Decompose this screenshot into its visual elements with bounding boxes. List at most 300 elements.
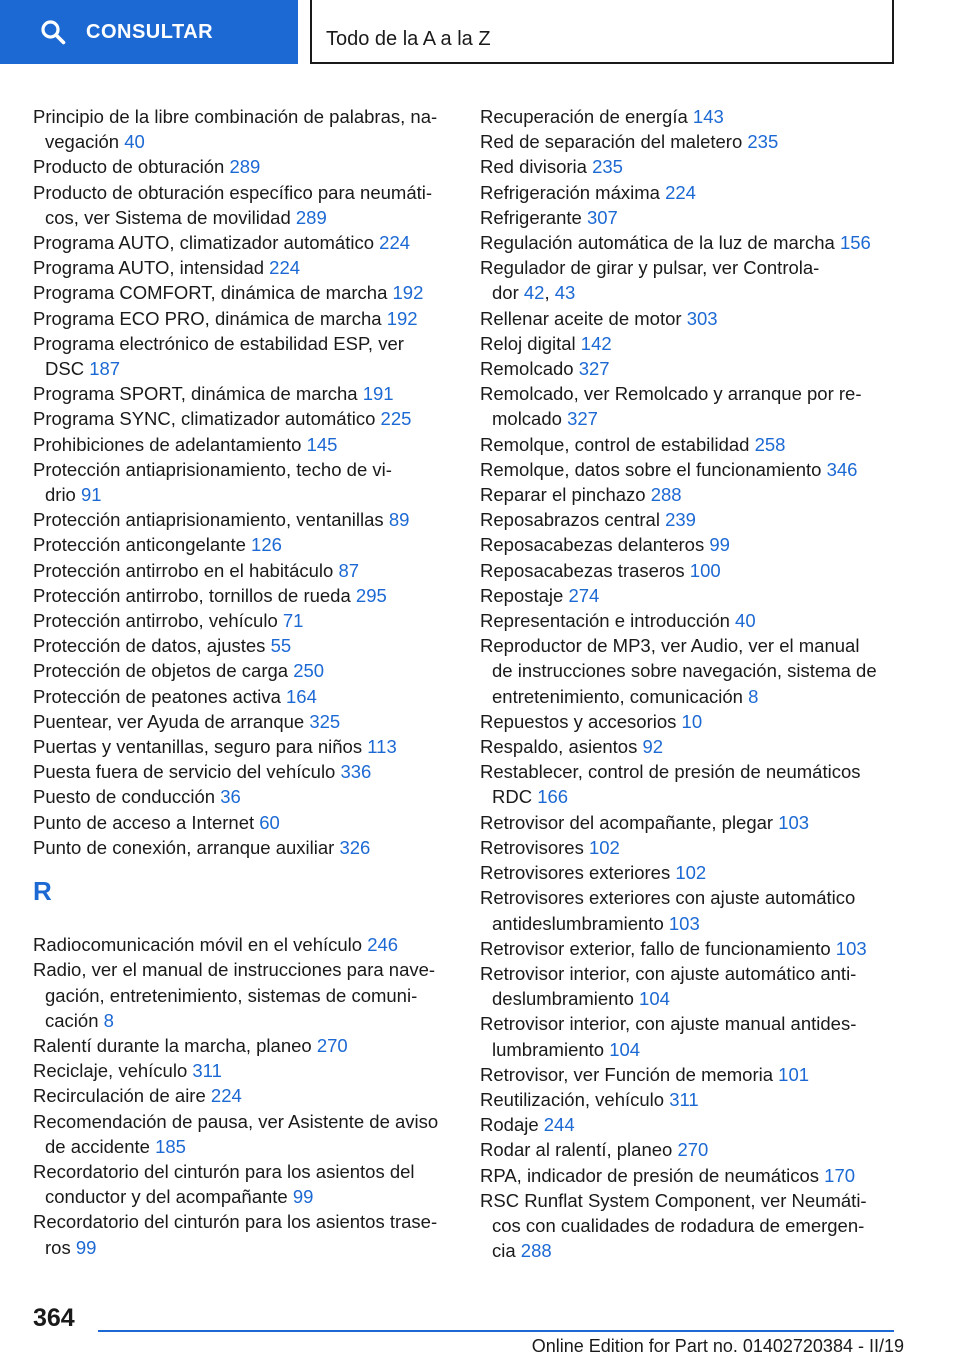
page-refs xyxy=(677,1139,708,1160)
entry-text: Protección antirrobo, tornillos de rueda xyxy=(33,584,356,606)
search-tab-label: CONSULTAR xyxy=(86,20,214,43)
entry-text: RPA, indicador de presión de neumáticos xyxy=(480,1164,825,1186)
page-refs xyxy=(363,383,394,404)
index-entry xyxy=(480,759,900,809)
page-refs xyxy=(271,635,292,656)
index-entry xyxy=(480,1062,900,1087)
index-entry xyxy=(33,381,453,406)
entry-text: drio xyxy=(45,484,81,506)
page-refs xyxy=(283,610,304,631)
page-refs xyxy=(709,534,730,555)
page-refs xyxy=(338,560,359,581)
page-refs xyxy=(309,711,340,732)
page-link[interactable]: 8 xyxy=(103,1009,114,1031)
page-refs xyxy=(339,837,370,858)
index-entry xyxy=(33,406,453,431)
entry-text: DSC xyxy=(45,358,90,380)
page-link[interactable]: 104 xyxy=(609,1038,641,1060)
page-refs xyxy=(587,207,618,228)
entry-text: Retrovisor del acompañante, plegar xyxy=(480,811,779,833)
index-entry xyxy=(480,1011,900,1061)
entry-text: ros xyxy=(45,1236,76,1258)
page-refs xyxy=(778,812,809,833)
page-refs xyxy=(393,282,424,303)
entry-text: antideslumbramiento xyxy=(492,912,669,934)
entry-text: RSC Runflat System Component, ver Neumáti- xyxy=(480,1189,867,1211)
page-link[interactable]: 325 xyxy=(309,710,341,732)
page-link[interactable]: 327 xyxy=(578,358,610,380)
entry-text: cos, ver Sistema de movilidad xyxy=(45,206,296,228)
entry-text: Protección antiaprisionamiento, ventanillas xyxy=(33,509,389,531)
entry-text: Producto de obturación específico para neumáti- xyxy=(33,181,433,203)
index-entry xyxy=(480,936,900,961)
page-refs xyxy=(521,1240,552,1261)
page-link[interactable]: 40 xyxy=(124,131,145,153)
index-entry xyxy=(480,558,900,583)
page-link[interactable]: 143 xyxy=(692,106,724,127)
page-refs xyxy=(104,1010,114,1031)
page-link[interactable]: 336 xyxy=(340,761,372,783)
page-link[interactable]: 166 xyxy=(537,786,569,808)
index-entry xyxy=(480,709,900,734)
index-entry xyxy=(480,532,900,557)
entry-text: gación, entretenimiento, sistemas de comuni- xyxy=(45,984,418,1006)
page-refs xyxy=(387,308,418,329)
entry-text: Retrovisores xyxy=(480,836,589,858)
page-link[interactable]: 185 xyxy=(155,1135,186,1157)
page-refs xyxy=(259,812,280,833)
entry-text: Puesto de conducción xyxy=(33,786,221,808)
page-refs xyxy=(367,934,398,955)
index-entry xyxy=(480,810,900,835)
index-entry xyxy=(33,331,453,381)
header xyxy=(0,0,960,66)
page-link[interactable]: 224 xyxy=(210,1085,242,1107)
entry-text: cia xyxy=(492,1240,521,1262)
index-entry xyxy=(480,482,900,507)
page-refs xyxy=(778,1064,809,1085)
page-refs xyxy=(609,1039,640,1060)
page-link[interactable]: 170 xyxy=(824,1164,856,1186)
footer-divider xyxy=(98,1330,894,1332)
index-entry xyxy=(33,759,453,784)
index-entry xyxy=(33,104,453,154)
entry-text: Reposabrazos central xyxy=(480,509,666,531)
index-entry xyxy=(33,255,453,280)
page-link[interactable]: 103 xyxy=(835,937,867,959)
index-entry xyxy=(33,306,453,331)
page-link[interactable]: 224 xyxy=(379,232,411,254)
index-entry xyxy=(33,1033,453,1058)
index-entry xyxy=(480,1087,900,1112)
entry-text: Retrovisores exteriores con ajuste automático xyxy=(480,887,856,909)
page-link[interactable]: 270 xyxy=(316,1034,348,1056)
entry-text: Retrovisor exterior, fallo de funcionamiento xyxy=(480,937,836,959)
page-refs xyxy=(665,182,696,203)
search-icon xyxy=(40,19,66,45)
page-refs xyxy=(755,434,786,455)
entry-text: Protección de datos, ajustes xyxy=(33,635,271,657)
page-link[interactable]: 8 xyxy=(748,685,759,707)
page-refs xyxy=(824,1165,855,1186)
index-entry xyxy=(480,1137,900,1162)
page-link[interactable]: 101 xyxy=(778,1063,810,1085)
page-refs xyxy=(544,1114,575,1135)
page-link[interactable]: 311 xyxy=(192,1060,222,1082)
page-refs xyxy=(340,761,371,782)
page-link[interactable]: 224 xyxy=(665,181,696,203)
page-refs xyxy=(537,786,568,807)
page-refs xyxy=(307,434,338,455)
entry-text: de accidente xyxy=(45,1135,156,1157)
entry-text: RDC xyxy=(492,786,538,808)
page-link[interactable]: 87 xyxy=(338,559,360,581)
page-link[interactable]: 91 xyxy=(81,484,102,506)
entry-text: Producto de obturación xyxy=(33,156,230,178)
page-link[interactable]: 103 xyxy=(668,912,700,934)
index-entry xyxy=(33,957,453,1033)
entry-text: lumbramiento xyxy=(492,1038,610,1060)
entry-text: Rodar al ralentí, planeo xyxy=(480,1139,678,1161)
index-entry xyxy=(480,180,900,205)
index-entry xyxy=(33,608,453,633)
entry-text: Programa AUTO, climatizador automático xyxy=(33,232,380,254)
index-entry xyxy=(33,810,453,835)
page-link[interactable]: 100 xyxy=(689,559,721,581)
entry-text: Regulación automática de la luz de marcha xyxy=(480,232,840,254)
page-link[interactable]: 239 xyxy=(665,509,696,531)
page-refs xyxy=(735,610,756,631)
page-refs xyxy=(251,534,282,555)
page-link[interactable]: 250 xyxy=(293,660,325,682)
index-entry xyxy=(33,583,453,608)
index-entry xyxy=(480,583,900,608)
entry-text: Ralentí durante la marcha, planeo xyxy=(33,1034,317,1056)
entry-text: Radio, ver el manual de instrucciones para nave- xyxy=(33,959,436,981)
index-column-left xyxy=(33,104,453,1260)
entry-text: Recordatorio del cinturón para los asientos del xyxy=(33,1160,415,1182)
page-refs xyxy=(81,484,102,505)
page-link[interactable]: 303 xyxy=(686,307,718,329)
page-link[interactable]: 225 xyxy=(380,408,412,430)
entry-text: Representación e introducción xyxy=(480,610,736,632)
page-refs xyxy=(293,1186,314,1207)
page-link[interactable]: 142 xyxy=(580,332,612,354)
entry-text: Refrigeración máxima xyxy=(480,181,666,203)
page-refs xyxy=(379,232,410,253)
entry-text: Protección de peatones activa xyxy=(33,685,286,707)
index-entry xyxy=(480,154,900,179)
entry-text: Programa SPORT, dinámica de marcha xyxy=(33,383,363,405)
entry-text: Reproductor de MP3, ver Audio, ver el manual xyxy=(480,635,860,657)
page-link[interactable]: 191 xyxy=(362,383,394,405)
index-entry xyxy=(480,356,900,381)
page-link[interactable]: 327 xyxy=(567,408,598,430)
page-refs xyxy=(643,736,664,757)
index-entry xyxy=(480,1188,900,1264)
page-refs xyxy=(687,308,718,329)
entry-text: Protección antiaprisionamiento, techo de vi- xyxy=(33,458,392,480)
index-entry xyxy=(33,532,453,557)
entry-text: vegación xyxy=(45,131,125,153)
entry-text: Remolque, datos sobre el funcionamiento xyxy=(480,458,827,480)
page-refs xyxy=(581,333,612,354)
page-refs xyxy=(827,459,858,480)
page-link[interactable]: 126 xyxy=(251,534,282,556)
entry-text: Remolque, control de estabilidad xyxy=(480,433,755,455)
page-link[interactable]: 92 xyxy=(642,736,664,758)
page-link[interactable]: 36 xyxy=(220,786,241,808)
index-entry xyxy=(33,709,453,734)
index-entry xyxy=(480,885,900,935)
entry-text: Puentear, ver Ayuda de arranque xyxy=(33,710,310,732)
page-refs xyxy=(211,1085,242,1106)
page-refs xyxy=(389,509,410,530)
page-refs xyxy=(76,1237,97,1258)
page-refs xyxy=(589,837,620,858)
index-entry xyxy=(480,306,900,331)
page-link[interactable]: 274 xyxy=(568,584,600,606)
page-link[interactable]: 156 xyxy=(839,232,871,254)
entry-text: Refrigerante xyxy=(480,206,587,228)
page-refs xyxy=(592,156,623,177)
entry-text: Reposacabezas traseros xyxy=(480,559,690,581)
entry-text: Remolcado, ver Remolcado y arranque por re- xyxy=(480,383,862,405)
entry-text: cación xyxy=(45,1009,104,1031)
index-entry xyxy=(33,1159,453,1209)
entry-text: Programa electrónico de estabilidad ESP, ver xyxy=(33,332,404,354)
entry-text: Retrovisores exteriores xyxy=(480,862,676,884)
entry-text: Retrovisor, ver Función de memoria xyxy=(480,1063,779,1085)
entry-text: Puesta fuera de servicio del vehículo xyxy=(33,761,341,783)
page-link[interactable]: 311 xyxy=(669,1088,699,1110)
index-entry xyxy=(480,129,900,154)
index-entry xyxy=(480,1163,900,1188)
entry-text: Programa ECO PRO, dinámica de marcha xyxy=(33,307,387,329)
page-refs xyxy=(665,509,696,530)
page-refs xyxy=(669,913,700,934)
search-tab[interactable] xyxy=(0,0,298,64)
index-entry xyxy=(480,457,900,482)
page-link[interactable]: 289 xyxy=(229,156,261,178)
page-link[interactable]: 10 xyxy=(681,710,703,732)
entry-text: Repostaje xyxy=(480,584,569,606)
page-refs xyxy=(693,106,724,127)
index-entry xyxy=(480,633,900,709)
page-link[interactable]: 235 xyxy=(747,131,779,153)
entry-text: Programa SYNC, climatizador automático xyxy=(33,408,381,430)
index-entry xyxy=(480,255,900,305)
section-letter: R xyxy=(33,876,52,907)
page-link[interactable]: 145 xyxy=(306,433,338,455)
page-link[interactable]: 246 xyxy=(367,934,399,956)
page-ref-separator: , xyxy=(544,282,555,304)
index-entry xyxy=(33,558,453,583)
page-link[interactable]: 42 xyxy=(523,282,545,304)
page-link[interactable]: 89 xyxy=(388,509,410,531)
page-refs xyxy=(524,282,575,303)
entry-text: Retrovisor interior, con ajuste manual antides- xyxy=(480,1013,857,1035)
index-entry xyxy=(480,835,900,860)
page-link[interactable]: 102 xyxy=(588,836,620,858)
page-link[interactable]: 104 xyxy=(639,988,670,1010)
page-link[interactable]: 164 xyxy=(286,685,317,707)
page-refs xyxy=(669,1089,699,1110)
entry-text: Protección anticongelante xyxy=(33,534,252,556)
page-refs xyxy=(296,207,327,228)
entry-text: Punto de acceso a Internet xyxy=(33,811,260,833)
page-refs xyxy=(269,257,300,278)
index-entry xyxy=(33,507,453,532)
page-link[interactable]: 295 xyxy=(355,584,387,606)
page-refs xyxy=(840,232,871,253)
page-number: 364 xyxy=(33,1304,75,1332)
page-refs xyxy=(155,1136,186,1157)
entry-text: Reparar el pinchazo xyxy=(480,484,651,506)
index-entry xyxy=(480,331,900,356)
page-link[interactable]: 307 xyxy=(586,206,618,228)
page-link[interactable]: 99 xyxy=(709,534,730,556)
page-refs xyxy=(229,156,260,177)
entry-text: Principio de la libre combinación de palabras, na- xyxy=(33,106,438,127)
section-title: Todo de la A a la Z xyxy=(326,28,491,50)
index-entry xyxy=(480,507,900,532)
index-entry xyxy=(33,1058,453,1083)
index-entry xyxy=(33,658,453,683)
page-refs xyxy=(651,484,682,505)
index-entry xyxy=(480,860,900,885)
entry-text: Red de separación del maletero xyxy=(480,131,748,153)
page-refs xyxy=(367,736,397,757)
entry-text: Punto de conexión, arranque auxiliar xyxy=(33,836,340,858)
entry-text: Radiocomunicación móvil en el vehículo xyxy=(33,934,368,956)
page-link[interactable]: 270 xyxy=(677,1139,709,1161)
index-entry xyxy=(33,1209,453,1259)
index-entry xyxy=(33,1109,453,1159)
index-entry xyxy=(480,205,900,230)
index-entry xyxy=(480,230,900,255)
index-entry xyxy=(33,1083,453,1108)
page-link[interactable]: 113 xyxy=(367,736,397,758)
entry-text: Retrovisor interior, con ajuste automático anti- xyxy=(480,962,857,984)
index-entry xyxy=(33,835,453,860)
page-link[interactable]: 192 xyxy=(386,307,418,329)
page-link[interactable]: 192 xyxy=(392,282,424,304)
entry-text: Reutilización, vehículo xyxy=(480,1088,670,1110)
entry-text: Regulador de girar y pulsar, ver Controla- xyxy=(480,257,820,279)
entry-text: Protección antirrobo, vehículo xyxy=(33,610,283,632)
page-refs xyxy=(747,131,778,152)
index-entry xyxy=(33,784,453,809)
page-refs xyxy=(568,585,599,606)
index-column-right xyxy=(480,104,900,1263)
page-refs xyxy=(675,862,706,883)
entry-text: Protección antirrobo en el habitáculo xyxy=(33,559,339,581)
page-link[interactable]: 235 xyxy=(592,156,623,178)
entry-text: entretenimiento, comunicación xyxy=(492,685,749,707)
index-entry xyxy=(480,961,900,1011)
index-entry xyxy=(33,734,453,759)
entry-text: Reposacabezas delanteros xyxy=(480,534,710,556)
page-link[interactable]: 288 xyxy=(650,484,682,506)
entry-text: Recuperación de energía xyxy=(480,106,693,127)
page-refs xyxy=(356,585,387,606)
page-refs xyxy=(293,660,324,681)
entry-text: Repuestos y accesorios xyxy=(480,710,682,732)
page-refs xyxy=(567,408,598,429)
index-entry xyxy=(33,633,453,658)
page-link[interactable]: 244 xyxy=(543,1114,575,1136)
page-link[interactable]: 288 xyxy=(520,1240,552,1262)
index-entry xyxy=(33,230,453,255)
page-link[interactable]: 71 xyxy=(282,610,304,632)
page-link[interactable]: 43 xyxy=(554,282,576,304)
index-entry xyxy=(33,457,453,507)
entry-text: Remolcado xyxy=(480,358,579,380)
page-link[interactable]: 289 xyxy=(295,206,327,228)
page-refs xyxy=(317,1035,348,1056)
entry-text: Red divisoria xyxy=(480,156,593,178)
page-refs xyxy=(220,786,241,807)
index-entry xyxy=(480,432,900,457)
entry-text: Reloj digital xyxy=(480,332,581,354)
entry-text: Reciclaje, vehículo xyxy=(33,1060,193,1082)
entry-text: Recirculación de aire xyxy=(33,1085,211,1107)
page-link[interactable]: 258 xyxy=(754,433,786,455)
entry-text: Protección de objetos de carga xyxy=(33,660,294,682)
page-link[interactable]: 55 xyxy=(270,635,292,657)
page-refs xyxy=(579,358,610,379)
page-link[interactable]: 326 xyxy=(339,836,371,858)
entry-text: conductor y del acompañante xyxy=(45,1186,293,1208)
page-link[interactable]: 187 xyxy=(89,358,121,380)
entry-text: de instrucciones sobre navegación, sistema de xyxy=(492,660,877,682)
page-link[interactable]: 60 xyxy=(259,811,280,833)
page-refs xyxy=(286,686,317,707)
page-link[interactable]: 99 xyxy=(75,1236,97,1258)
index-entry xyxy=(480,608,900,633)
entry-text: molcado xyxy=(492,408,568,430)
page-refs xyxy=(682,711,703,732)
page-refs xyxy=(836,938,867,959)
page-refs xyxy=(748,686,758,707)
entry-text: dor xyxy=(492,282,524,304)
page-link[interactable]: 102 xyxy=(675,862,707,884)
index-entry xyxy=(33,180,453,230)
entry-text: Programa AUTO, intensidad xyxy=(33,257,270,279)
page-refs xyxy=(192,1060,222,1081)
index-entry xyxy=(480,1112,900,1137)
page-link[interactable]: 224 xyxy=(269,257,301,279)
page-refs xyxy=(124,131,145,152)
index-entry xyxy=(33,932,453,957)
page-link[interactable]: 40 xyxy=(735,610,756,632)
entry-text: Restablecer, control de presión de neumáticos xyxy=(480,761,861,783)
entry-text: Recomendación de pausa, ver Asistente de aviso xyxy=(33,1110,439,1132)
entry-text: Rodaje xyxy=(480,1114,544,1136)
entry-text: Rellenar aceite de motor xyxy=(480,307,687,329)
index-entry xyxy=(480,734,900,759)
index-entry xyxy=(33,154,453,179)
page-link[interactable]: 103 xyxy=(778,811,810,833)
page-refs xyxy=(639,988,670,1009)
edition-note: Online Edition for Part no. 01402720384 - II/19 xyxy=(531,1336,904,1356)
entry-text: Programa COMFORT, dinámica de marcha xyxy=(33,282,393,304)
page-link[interactable]: 99 xyxy=(292,1186,314,1208)
page-link[interactable]: 346 xyxy=(826,458,858,480)
index-entry xyxy=(480,104,900,129)
entry-text: deslumbramiento xyxy=(492,988,640,1010)
